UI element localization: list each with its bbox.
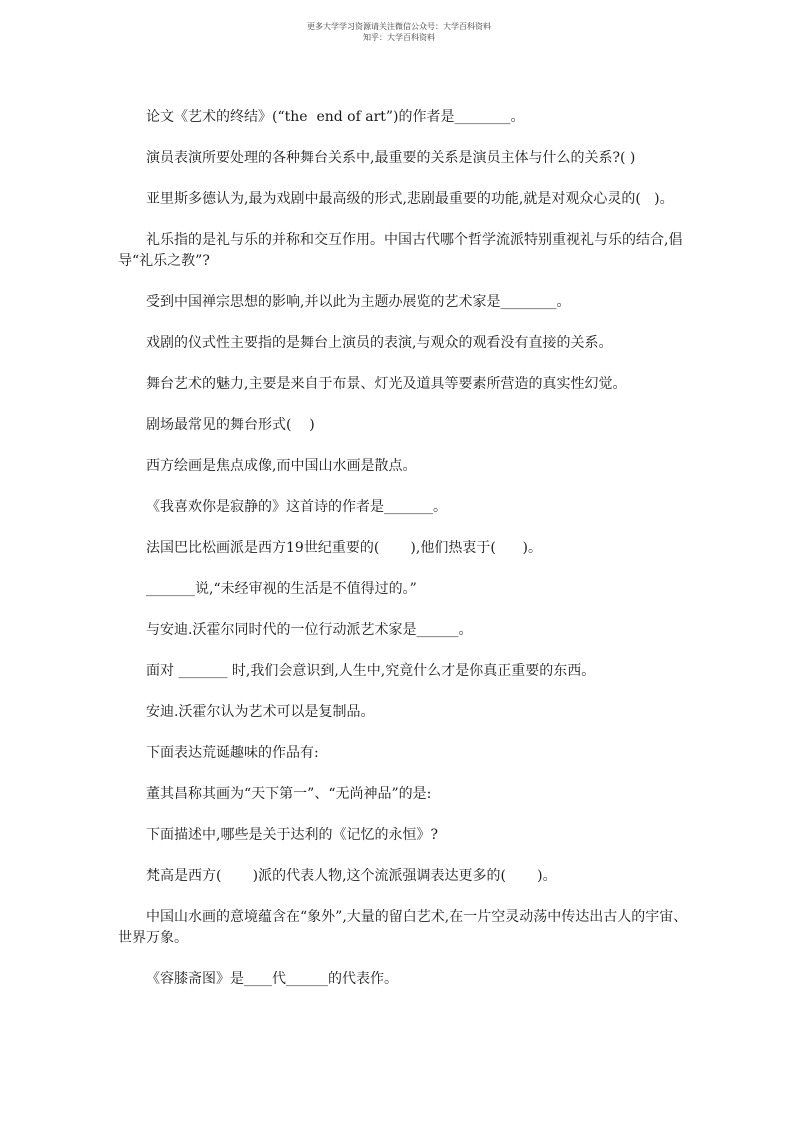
question-item: 梵高是西方( )派的代表人物,这个流派强调表达更多的( )。 <box>146 868 557 884</box>
question-item: 与安迪.沃霍尔同时代的一位行动派艺术家是______。 <box>146 622 473 638</box>
question-item: 下面描述中,哪些是关于达利的《记忆的永恒》? <box>146 827 438 843</box>
header-right-text: 知乎：大学百科资料 <box>363 33 436 42</box>
question-item: 下面表达荒诞趣味的作品有: <box>146 745 319 761</box>
question-item: 受到中国禅宗思想的影响,并以此为主题办展览的艺术家是________。 <box>146 294 571 310</box>
header-left-text: 更多大学学习资源请关注微信公众号：大学百科资料 <box>307 22 492 31</box>
question-list <box>118 107 688 1010</box>
question-item: 舞台艺术的魅力,主要是来自于布景、灯光及道具等要素所营造的真实性幻觉。 <box>146 376 627 392</box>
question-item: 剧场最常见的舞台形式( ) <box>146 417 315 433</box>
question-item: 礼乐指的是礼与乐的并称和交互作用。中国古代哪个哲学流派特别重视礼与乐的结合,倡导“礼乐之教”? <box>118 232 683 269</box>
question-item: 董其昌称其画为“天下第一”、“无尚神品”的是: <box>146 786 432 802</box>
page-header <box>0 12 793 43</box>
question-item: 面对 _______ 时,我们会意识到,人生中,究竟什么才是你真正重要的东西。 <box>146 663 596 679</box>
question-item: 戏剧的仪式性主要指的是舞台上演员的表演,与观众的观看没有直接的关系。 <box>146 335 613 351</box>
question-item: 中国山水画的意境蕴含在“象外”,大量的留白艺术,在一片空灵动荡中传达出古人的宇宙、世界万象。 <box>118 909 688 946</box>
question-item: 安迪.沃霍尔认为艺术可以是复制品。 <box>146 704 375 720</box>
question-item: 《我喜欢你是寂静的》这首诗的作者是_______。 <box>146 499 447 515</box>
question-item: 《容膝斋图》是____代______的代表作。 <box>146 971 398 987</box>
question-item: 西方绘画是焦点成像,而中国山水画是散点。 <box>146 458 417 474</box>
question-item: 法国巴比松画派是西方19世纪重要的( ),他们热衷于( )。 <box>146 540 542 556</box>
question-item: 亚里斯多德认为,最为戏剧中最高级的形式,悲剧最重要的功能,就是对观众心灵的( )。 <box>146 191 674 207</box>
question-item: _______说,“未经审视的生活是不值得过的。” <box>146 581 417 597</box>
question-item: 论文《艺术的终结》(“the end of art”)的作者是________。 <box>146 109 525 125</box>
question-item: 演员表演所要处理的各种舞台关系中,最重要的关系是演员主体与什么的关系?( ) <box>146 150 636 166</box>
